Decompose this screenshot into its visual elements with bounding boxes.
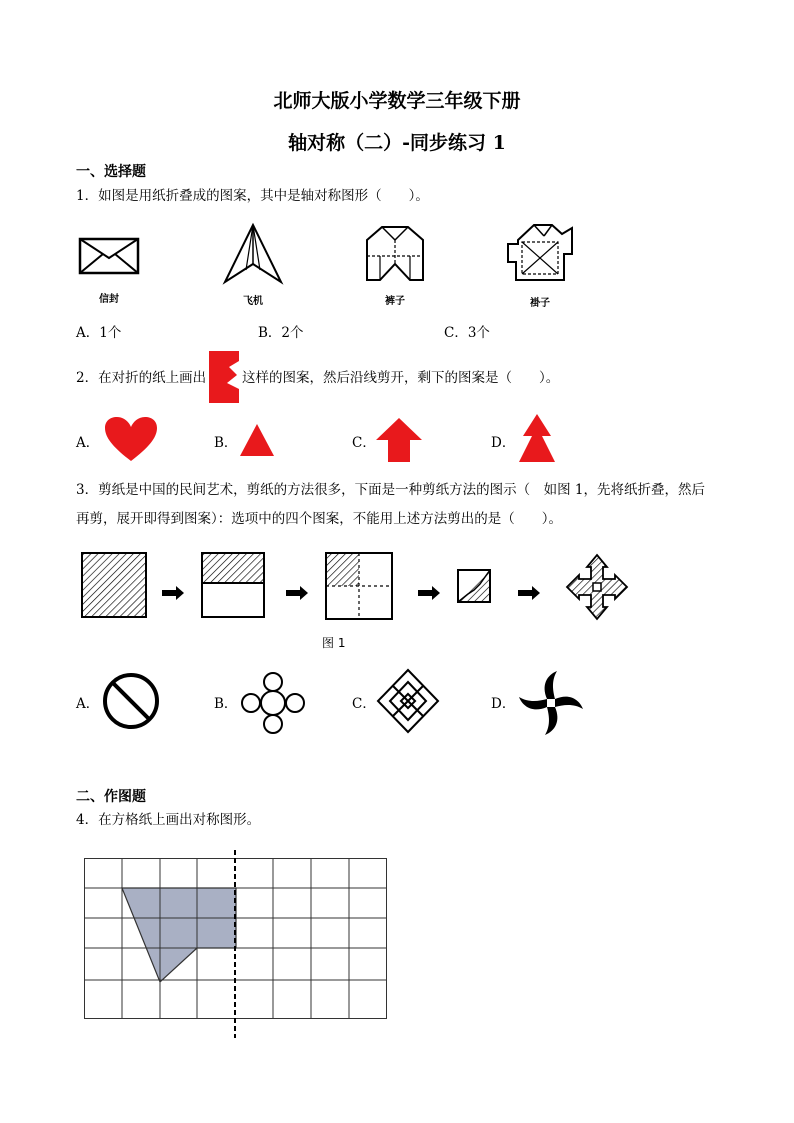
q3-option-b[interactable]: B． bbox=[214, 696, 238, 712]
question-3-line-2: 再剪，展开即得到图案）：选项中的四个图案，不能用上述方法剪出的是（ ）。 bbox=[76, 511, 562, 527]
question-1-text: 1．如图是用纸折叠成的图案，其中是轴对称图形（ ）。 bbox=[76, 188, 429, 204]
pants-figure bbox=[366, 226, 424, 282]
q1-option-a[interactable]: A．1个 bbox=[76, 325, 122, 341]
swirl-cross-icon bbox=[516, 670, 586, 736]
q3-option-c[interactable]: C． bbox=[352, 696, 376, 712]
airplane-figure bbox=[224, 224, 282, 284]
page-subtitle: 轴对称（二）-同步练习 1 bbox=[288, 132, 506, 154]
question-2-text-before: 2．在对折的纸上画出 bbox=[76, 370, 207, 386]
section-heading-drawing: 二、作图题 bbox=[76, 789, 146, 805]
folding-steps-figure bbox=[80, 550, 640, 622]
caption-envelope: 信封 bbox=[99, 294, 119, 305]
heart-icon bbox=[104, 416, 158, 462]
grid-paper-figure bbox=[84, 850, 388, 1040]
page-title: 北师大版小学数学三年级下册 bbox=[273, 90, 521, 112]
q1-option-b[interactable]: B．2个 bbox=[258, 325, 304, 341]
section-heading-choice: 一、选择题 bbox=[76, 164, 146, 180]
five-circles-icon bbox=[240, 672, 306, 734]
double-triangle-icon bbox=[519, 414, 555, 462]
q3-option-d[interactable]: D． bbox=[491, 696, 516, 712]
envelope-figure bbox=[79, 238, 139, 274]
half-cut-pattern-icon bbox=[209, 351, 239, 403]
q2-option-a[interactable]: A． bbox=[76, 435, 100, 451]
arrow-right-icon bbox=[162, 586, 184, 600]
q2-option-d[interactable]: D． bbox=[491, 435, 516, 451]
arrow-up-icon bbox=[376, 418, 422, 462]
diamond-knot-icon bbox=[376, 668, 440, 734]
no-sign-icon bbox=[102, 672, 160, 730]
question-2-text-after: 这样的图案，然后沿线剪开，剩下的图案是（ ）。 bbox=[242, 370, 560, 386]
question-4-text: 4．在方格纸上画出对称图形。 bbox=[76, 812, 261, 828]
q2-option-b[interactable]: B． bbox=[214, 435, 238, 451]
caption-pants: 裤子 bbox=[385, 296, 405, 307]
caption-airplane: 飞机 bbox=[243, 296, 263, 307]
question-3-line-1: 3．剪纸是中国的民间艺术，剪纸的方法很多，下面是一种剪纸方法的图示（ 如图 1，先将纸折叠，然后 bbox=[76, 482, 705, 498]
figure-1-caption: 图 1 bbox=[322, 636, 346, 650]
q2-option-c[interactable]: C． bbox=[352, 435, 376, 451]
q1-option-c[interactable]: C．3个 bbox=[444, 325, 490, 341]
caption-jacket: 褂子 bbox=[530, 298, 550, 309]
q3-option-a[interactable]: A． bbox=[76, 696, 100, 712]
triangle-icon bbox=[240, 424, 274, 456]
jacket-figure bbox=[506, 224, 574, 284]
